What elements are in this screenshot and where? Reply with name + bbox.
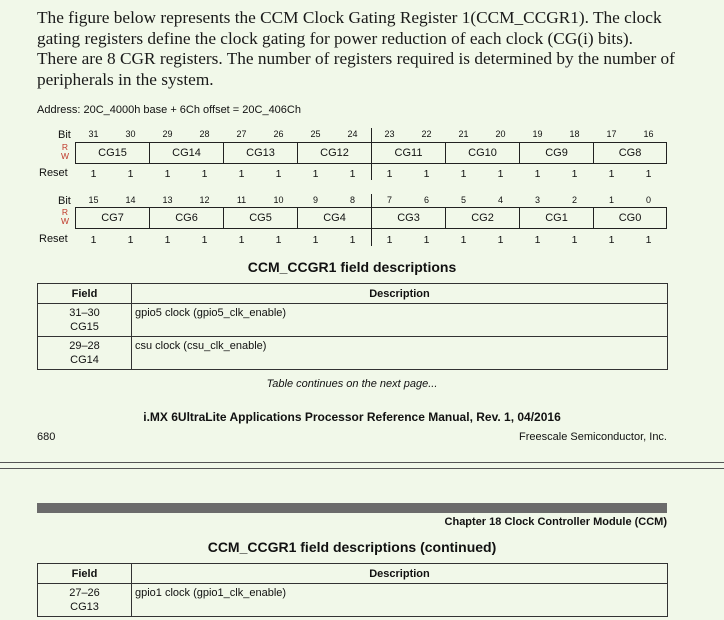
table-row <box>38 584 668 617</box>
reset-value: 1 <box>386 168 393 180</box>
page-divider <box>0 468 724 469</box>
divider-tick <box>371 194 372 246</box>
register-field-cg6: CG6 <box>149 207 223 229</box>
register-field-cg7: CG7 <box>75 207 149 229</box>
reset-value: 1 <box>127 168 134 180</box>
table-continues-note: Table continues on the next page... <box>266 378 438 390</box>
reset-value: 1 <box>423 168 430 180</box>
table-row <box>38 337 668 370</box>
bit-number: 7 <box>386 195 392 205</box>
reset-value: 1 <box>275 234 282 246</box>
bit-number: 31 <box>88 129 99 139</box>
manual-title: i.MX 6UltraLite Applications Processor Reference Manual, Rev. 1, 04/2016 <box>143 410 561 424</box>
reset-value: 1 <box>608 168 615 180</box>
bit-number: 2 <box>571 195 577 205</box>
register-field-cg1: CG1 <box>519 207 593 229</box>
bit-number: 30 <box>125 129 136 139</box>
field-bits: 27–26 <box>69 587 100 599</box>
bit-number: 25 <box>310 129 321 139</box>
bit-number: 22 <box>421 129 432 139</box>
register-field-cg3: CG3 <box>371 207 445 229</box>
bit-number: 15 <box>88 195 99 205</box>
bit-number: 11 <box>236 195 247 205</box>
field-header: Field <box>38 284 132 304</box>
bit-number: 17 <box>606 129 617 139</box>
field-bits: 29–28 <box>69 340 100 352</box>
field-description: gpio5 clock (gpio5_clk_enable) <box>132 304 668 337</box>
chapter-band <box>37 503 667 513</box>
page-number: 680 <box>37 431 56 443</box>
rw-label: R W <box>60 142 70 161</box>
bit-number: 1 <box>608 195 614 205</box>
reset-label: Reset <box>39 233 68 245</box>
bit-number: 12 <box>199 195 210 205</box>
field-descriptions-table-continued <box>37 563 668 617</box>
bit-number: 0 <box>645 195 651 205</box>
register-field-cg12: CG12 <box>297 142 371 164</box>
bit-number: 6 <box>423 195 429 205</box>
reset-value: 1 <box>238 234 245 246</box>
divider-tick <box>371 128 372 180</box>
reset-value: 1 <box>645 234 652 246</box>
register-field-cg5: CG5 <box>223 207 297 229</box>
bit-number: 23 <box>384 129 395 139</box>
reset-value: 1 <box>497 234 504 246</box>
bit-number: 4 <box>497 195 503 205</box>
register-field-cg13: CG13 <box>223 142 297 164</box>
bit-label: Bit <box>58 195 71 207</box>
reset-value: 1 <box>460 168 467 180</box>
register-field-cg15: CG15 <box>75 142 149 164</box>
reset-value: 1 <box>571 168 578 180</box>
intro-paragraph: The figure below represents the CCM Clock Gating Register 1(CCM_CCGR1). The clock gating registers define the clock gating for power reduction of each clock (CG(i) bits). There are 8 CGR registers. The number of registers required is determined by the number of peripherals in the system. <box>37 8 675 89</box>
reset-value: 1 <box>164 234 171 246</box>
reset-value: 1 <box>497 168 504 180</box>
register-field-cg4: CG4 <box>297 207 371 229</box>
bit-number: 14 <box>125 195 136 205</box>
page-divider <box>0 462 724 463</box>
field-name: CG14 <box>70 354 99 366</box>
field-header: Field <box>38 564 132 584</box>
reset-value: 1 <box>349 234 356 246</box>
register-field-cg8: CG8 <box>593 142 667 164</box>
bit-number: 29 <box>162 129 173 139</box>
bit-number: 19 <box>532 129 543 139</box>
reset-value: 1 <box>534 168 541 180</box>
description-header: Description <box>132 284 668 304</box>
bit-number: 13 <box>162 195 173 205</box>
field-name: CG13 <box>70 601 99 613</box>
reset-value: 1 <box>164 168 171 180</box>
register-field-cg2: CG2 <box>445 207 519 229</box>
reset-value: 1 <box>645 168 652 180</box>
table2-title: CCM_CCGR1 field descriptions (continued) <box>207 539 497 555</box>
reset-value: 1 <box>349 168 356 180</box>
table-row <box>38 304 668 337</box>
reset-value: 1 <box>238 168 245 180</box>
reset-value: 1 <box>386 234 393 246</box>
bit-number: 20 <box>495 129 506 139</box>
bit-number: 9 <box>312 195 318 205</box>
bit-number: 26 <box>273 129 284 139</box>
chapter-title: Chapter 18 Clock Controller Module (CCM) <box>444 516 667 528</box>
register-field-cg10: CG10 <box>445 142 519 164</box>
field-descriptions-table <box>37 283 668 370</box>
reset-value: 1 <box>460 234 467 246</box>
bit-number: 27 <box>236 129 247 139</box>
register-field-cg14: CG14 <box>149 142 223 164</box>
bit-label: Bit <box>58 129 71 141</box>
reset-value: 1 <box>201 168 208 180</box>
reset-value: 1 <box>90 234 97 246</box>
reset-value: 1 <box>534 234 541 246</box>
register-field-cg0: CG0 <box>593 207 667 229</box>
bit-number: 24 <box>347 129 358 139</box>
register-field-cg9: CG9 <box>519 142 593 164</box>
bit-number: 18 <box>569 129 580 139</box>
bit-number: 21 <box>458 129 469 139</box>
bit-number: 28 <box>199 129 210 139</box>
bit-number: 3 <box>534 195 540 205</box>
reset-value: 1 <box>201 234 208 246</box>
field-description: csu clock (csu_clk_enable) <box>132 337 668 370</box>
reset-value: 1 <box>90 168 97 180</box>
bit-number: 8 <box>349 195 355 205</box>
reset-label: Reset <box>39 167 68 179</box>
field-description: gpio1 clock (gpio1_clk_enable) <box>132 584 668 617</box>
company-name: Freescale Semiconductor, Inc. <box>519 431 667 443</box>
field-name: CG15 <box>70 321 99 333</box>
bit-number: 5 <box>460 195 466 205</box>
description-header: Description <box>132 564 668 584</box>
reset-value: 1 <box>312 234 319 246</box>
bit-number: 16 <box>643 129 654 139</box>
reset-value: 1 <box>275 168 282 180</box>
reset-value: 1 <box>127 234 134 246</box>
field-bits: 31–30 <box>69 307 100 319</box>
table1-title: CCM_CCGR1 field descriptions <box>247 259 457 275</box>
reset-value: 1 <box>608 234 615 246</box>
register-address: Address: 20C_4000h base + 6Ch offset = 20C_406Ch <box>37 104 301 116</box>
reset-value: 1 <box>423 234 430 246</box>
reset-value: 1 <box>312 168 319 180</box>
bit-number: 10 <box>273 195 284 205</box>
reset-value: 1 <box>571 234 578 246</box>
register-field-cg11: CG11 <box>371 142 445 164</box>
rw-label: R W <box>60 207 70 226</box>
